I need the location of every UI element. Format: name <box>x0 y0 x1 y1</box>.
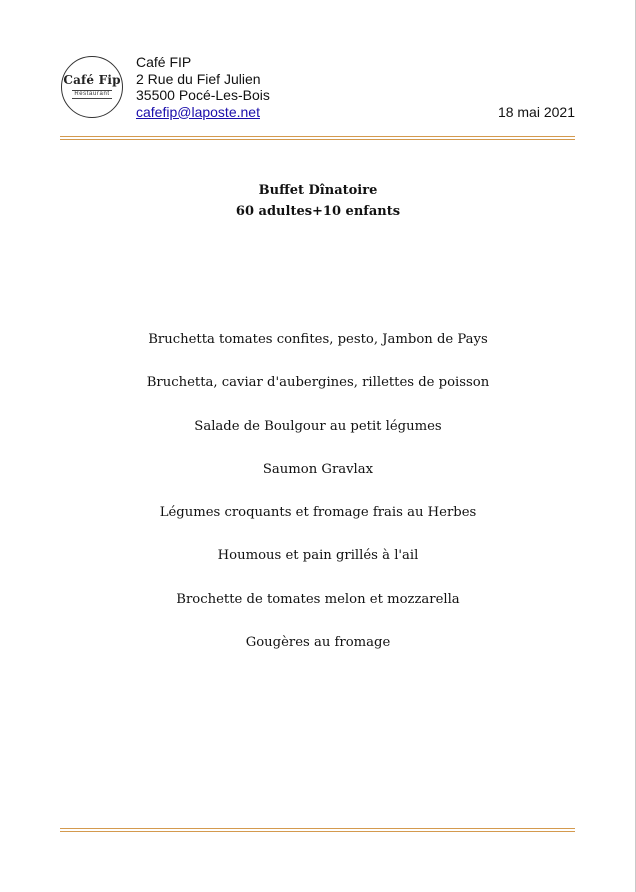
menu-item: Salade de Boulgour au petit légumes <box>194 418 442 434</box>
logo-subtitle: Restaurant <box>72 90 112 99</box>
menu-item: Houmous et pain grillés à l'ail <box>217 548 419 564</box>
logo-name: Café Fip <box>63 73 121 87</box>
menu-item: Brochette de tomates melon et mozzarella <box>176 591 460 607</box>
title-line-2: 60 adultes+10 enfants <box>235 204 401 219</box>
cafe-fip-logo <box>61 56 123 118</box>
menu-item: Bruchetta tomates confites, pesto, Jambon de Pays <box>148 332 488 347</box>
sender-address <box>136 54 270 120</box>
header-divider <box>60 136 575 140</box>
company-name: Café FIP <box>136 54 192 70</box>
footer-divider <box>60 828 575 832</box>
menu-list <box>0 330 636 676</box>
menu-item: Légumes croquants et fromage frais au Herbes <box>159 505 477 521</box>
street-address: 2 Rue du Fief Julien <box>136 70 261 87</box>
menu-item: Saumon Gravlax <box>262 461 374 477</box>
document-date: 18 mai 2021 <box>497 104 575 120</box>
document-title <box>0 180 636 222</box>
menu-item: Bruchetta, caviar d'aubergines, rillettes de poisson <box>146 375 490 391</box>
email-link[interactable]: cafefip@laposte.net <box>136 103 260 120</box>
menu-item: Gougères au fromage <box>245 635 391 651</box>
city-address: 35500 Pocé-Les-Bois <box>136 87 270 103</box>
title-line-1: Buffet Dînatoire <box>258 183 378 198</box>
